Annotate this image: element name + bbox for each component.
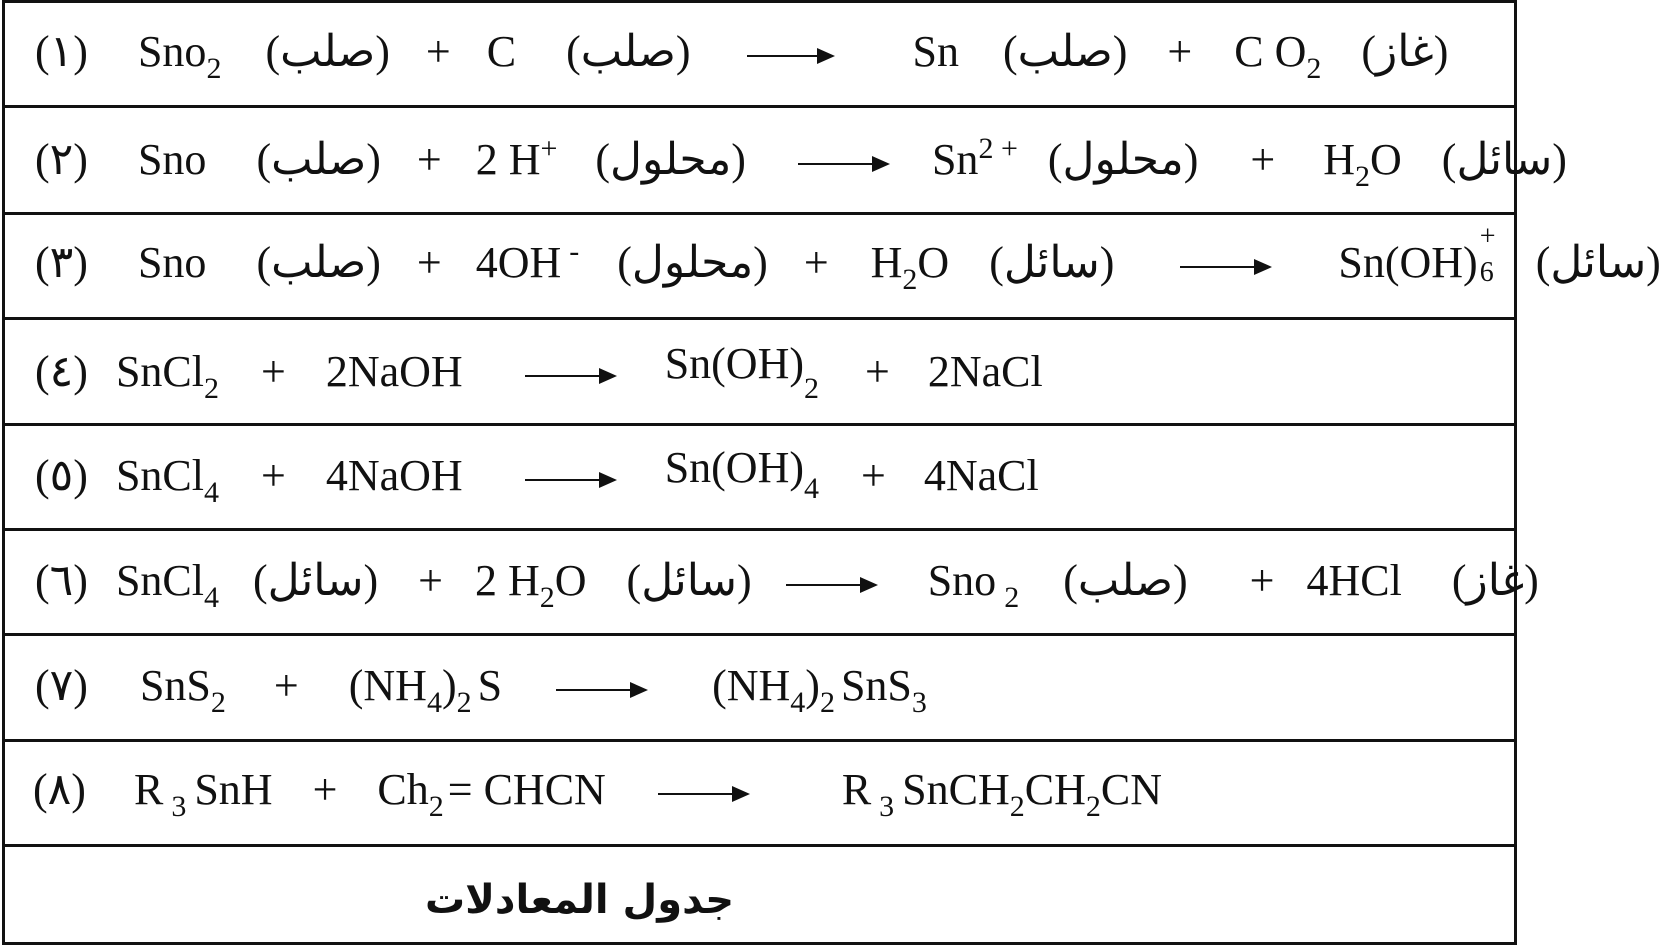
product-formula: $(NH_4)_2$ SnS$_3$ bbox=[712, 661, 927, 719]
reaction-arrow bbox=[1180, 257, 1272, 277]
reactant-formula: 2 $H_2O$ bbox=[474, 556, 587, 614]
equation-row-6 bbox=[5, 531, 1539, 636]
state-label: (صلب) bbox=[256, 135, 381, 184]
reaction-arrow bbox=[658, 784, 750, 804]
reaction-arrow bbox=[556, 680, 648, 700]
reactant-formula: 4OH - bbox=[475, 235, 580, 287]
equation-7 bbox=[35, 661, 927, 719]
equation-number: (٨) bbox=[33, 765, 86, 814]
state-label: (سائل) bbox=[626, 556, 752, 605]
reactant-formula: SnCl$_4$ bbox=[115, 556, 219, 614]
plus-sign: + bbox=[261, 451, 286, 500]
state-label: (غاز) bbox=[1451, 556, 1539, 605]
plus-sign: + bbox=[1167, 27, 1193, 76]
plus-sign: + bbox=[418, 556, 443, 605]
state-label: (سائل) bbox=[253, 556, 379, 605]
reactant-formula: 2 H+ bbox=[475, 132, 558, 184]
equation-row-1 bbox=[5, 3, 1514, 108]
reaction-arrow bbox=[525, 366, 617, 386]
reactant-formula: C bbox=[486, 27, 517, 76]
equation-number: (٤) bbox=[35, 347, 88, 396]
equation-number: (٦) bbox=[35, 556, 88, 605]
caption-row bbox=[5, 847, 1514, 945]
reactant-formula: Sno bbox=[137, 238, 207, 287]
reactant-formula: SnCl$_4$ bbox=[115, 451, 219, 509]
equation-number: (٧) bbox=[35, 661, 88, 710]
reactant-formula: $(NH_4)_2$ S bbox=[348, 661, 503, 719]
plus-sign: + bbox=[1250, 135, 1276, 184]
plus-sign: + bbox=[416, 238, 442, 287]
product-formula: $Sn^{2 +}$ bbox=[931, 132, 1018, 184]
reactant-formula: R $_3$ SnH bbox=[133, 765, 273, 823]
product-formula: 2NaCl bbox=[927, 347, 1043, 396]
equations-table bbox=[2, 0, 1661, 945]
plus-sign: + bbox=[865, 347, 890, 396]
plus-sign: + bbox=[1249, 556, 1275, 605]
equation-4 bbox=[35, 339, 1043, 405]
equation-number: (٥) bbox=[35, 451, 88, 500]
state-label: (محلول) bbox=[617, 238, 768, 287]
product-formula: 4HCl bbox=[1306, 556, 1402, 605]
reaction-arrow bbox=[798, 154, 890, 174]
product-formula: $Sn(OH)_4$ bbox=[664, 443, 820, 505]
state-label: (سائل) bbox=[1441, 135, 1567, 184]
reactant-formula: SnCl$_2$ bbox=[115, 347, 219, 405]
reactant-formula: 2NaOH bbox=[325, 347, 463, 396]
product-formula: $Sn(OH)_2$ bbox=[664, 339, 820, 405]
state-label: (محلول) bbox=[595, 135, 746, 184]
plus-sign: + bbox=[312, 765, 338, 814]
plus-sign: + bbox=[803, 238, 829, 287]
state-label: (سائل) bbox=[989, 238, 1115, 287]
equation-8 bbox=[33, 765, 1163, 823]
equation-2 bbox=[35, 132, 1567, 193]
equation-number: (١) bbox=[35, 27, 88, 76]
reactant-formula: $Ch_2=$ CHCN bbox=[377, 765, 606, 823]
state-label: (صلب) bbox=[265, 27, 390, 76]
state-label: (سائل) bbox=[1535, 238, 1661, 287]
equation-row-3 bbox=[5, 215, 1661, 320]
reactant-formula: Sno bbox=[137, 135, 207, 184]
equation-row-2 bbox=[5, 108, 1567, 215]
state-label: (صلب) bbox=[256, 238, 381, 287]
equation-row-4 bbox=[5, 320, 1514, 426]
reactant-formula: Sno$_2$ bbox=[137, 27, 222, 85]
product-formula: 4NaCl bbox=[923, 451, 1039, 500]
table-caption: جدول المعادلات bbox=[424, 877, 735, 923]
reaction-arrow bbox=[786, 575, 878, 595]
equation-6 bbox=[35, 556, 1539, 614]
reaction-arrow bbox=[747, 46, 835, 66]
equation-row-5 bbox=[5, 426, 1514, 531]
equation-row-8 bbox=[5, 742, 1514, 847]
state-label: (محلول) bbox=[1047, 135, 1199, 184]
equation-3 bbox=[35, 221, 1661, 296]
reactant-formula: SnS$_2$ bbox=[139, 661, 226, 719]
equation-number: (٣) bbox=[35, 238, 88, 287]
product-formula: R $_3$ $SnCH_2CH_2CN$ bbox=[841, 765, 1163, 823]
state-label: (صلب) bbox=[1063, 556, 1188, 605]
equation-number: (٢) bbox=[35, 135, 88, 184]
product-formula: Sn bbox=[912, 27, 959, 76]
state-label: (صلب) bbox=[566, 27, 691, 76]
product-formula: $H_2O$ bbox=[1323, 135, 1402, 193]
plus-sign: + bbox=[416, 135, 442, 184]
plus-sign: + bbox=[861, 451, 886, 500]
plus-sign: + bbox=[261, 347, 286, 396]
reactant-formula: $H_2O$ bbox=[870, 238, 950, 296]
product-formula: Sn(OH) + 6 bbox=[1338, 221, 1496, 288]
equation-row-7 bbox=[5, 636, 1514, 742]
plus-sign: + bbox=[425, 27, 451, 76]
product-formula: Sno $_2$ bbox=[927, 556, 1020, 614]
equation-1 bbox=[35, 27, 1449, 85]
state-label: (غاز) bbox=[1361, 27, 1449, 76]
plus-sign: + bbox=[273, 661, 299, 710]
product-formula: C $O_2$ bbox=[1234, 27, 1322, 85]
reactant-formula: 4NaOH bbox=[325, 451, 463, 500]
state-label: (صلب) bbox=[1002, 27, 1128, 76]
equation-5 bbox=[35, 443, 1039, 509]
reaction-arrow bbox=[525, 470, 617, 490]
